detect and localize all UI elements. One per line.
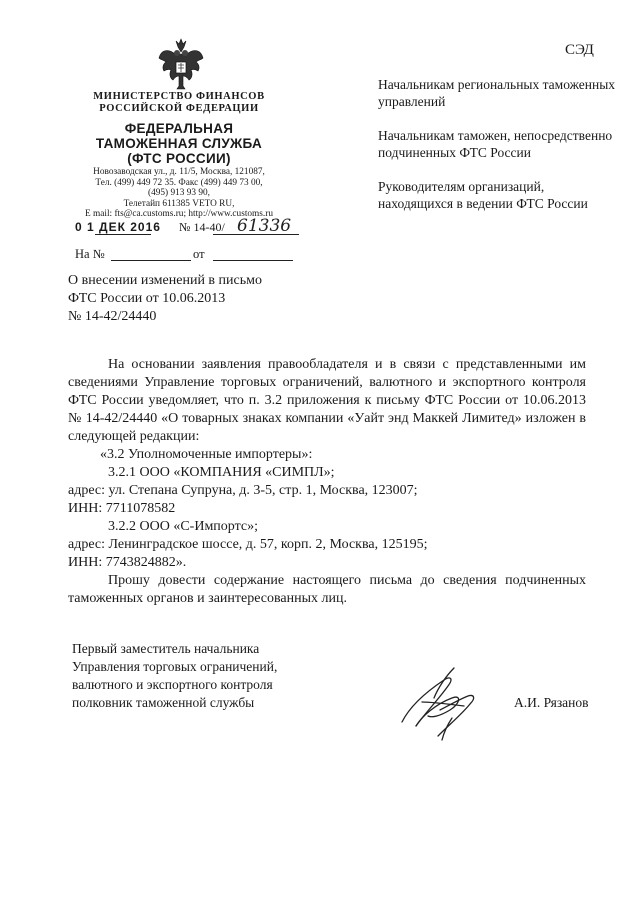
coat-of-arms-emblem-icon — [158, 38, 204, 90]
body-line: ИНН: 7743824882». — [68, 555, 187, 570]
body-line: 3.2.2 ООО «С-Импортс»; — [108, 519, 259, 534]
address-line: (495) 913 93 90, — [148, 188, 210, 199]
position-line: полковник таможенной службы — [72, 695, 255, 710]
ministry-name — [60, 91, 298, 115]
address-line: Телетайп 611385 VETO RU, — [123, 198, 235, 209]
subject-line: № 14-42/24440 — [68, 309, 157, 324]
body-line: ИНН: 7711078582 — [68, 501, 176, 516]
ministry-line: РОССИЙСКОЙ ФЕДЕРАЦИИ — [99, 103, 259, 114]
signatory-name: А.И. Рязанов — [514, 695, 589, 710]
recipient: Начальникам таможен, непосредственно подчиненных ФТС России — [378, 128, 613, 160]
letterhead-address — [60, 167, 298, 220]
subject-line: О внесении изменений в письмо — [68, 273, 262, 288]
date-number-row — [75, 218, 305, 238]
position-line: Управления торговых ограничений, — [72, 659, 278, 674]
handwritten-signature — [392, 662, 484, 744]
service-line: ФЕДЕРАЛЬНАЯ — [124, 121, 234, 136]
position-line: валютного и экспортного контроля — [72, 677, 273, 692]
address-line: E mail: fts@ca.customs.ru; http://www.customs.ru — [85, 209, 273, 220]
document-system-label: СЭД — [565, 42, 594, 58]
service-name — [60, 121, 298, 166]
ministry-line: МИНИСТЕРСТВО ФИНАНСОВ — [93, 91, 265, 102]
service-line: (ФТС РОССИИ) — [127, 151, 231, 166]
document-number-handwritten: 61336 — [237, 216, 292, 236]
signatory-position — [72, 640, 332, 712]
reference-number-line — [111, 260, 191, 261]
body-line: адрес: Ленинградское шоссе, д. 57, корп. 2, Москва, 125195; — [68, 537, 428, 552]
address-line: Новозаводская ул., д. 11/5, Москва, 121087, — [93, 167, 265, 177]
address-line: Тел. (499) 449 72 35. Факс (499) 449 73 00, — [95, 177, 263, 188]
reference-row — [75, 247, 305, 267]
subject-line: ФТС России от 10.06.2013 — [68, 291, 226, 306]
letter-body — [68, 356, 586, 608]
recipient: Руководителям организаций, находящихся в ведении ФТС России — [378, 179, 588, 211]
date-underline — [95, 234, 151, 235]
position-line: Первый заместитель начальника — [72, 641, 260, 656]
service-line: ТАМОЖЕННАЯ СЛУЖБА — [95, 136, 263, 151]
reference-date-label: от — [193, 247, 205, 261]
body-paragraph: Прошу довести содержание настоящего письма до сведения подчиненных таможенных органов и заинтересованных лиц. — [68, 573, 586, 606]
body-line: 3.2.1 ООО «КОМПАНИЯ «СИМПЛ»; — [108, 465, 335, 480]
letter-subject — [68, 272, 298, 326]
document-number-label: № 14-40/ — [179, 220, 225, 234]
body-line: «3.2 Уполномоченные импортеры»: — [100, 447, 313, 462]
document-date-stamp: 0 1 ДЕК 2016 — [75, 220, 161, 234]
recipients-block — [378, 76, 618, 229]
body-paragraph: На основании заявления правообладателя и в связи с представленными им сведениями Управление торговых ограничений, валютного и экспортного контроля ФТС России уведомляет, что п. 3.2 приложения к письму ФТС России от 10.06.2013 № 14-42/24440 «О товарных знаках компании «Уайт энд Маккей Лимитед» изложен в следующей редакции: — [68, 357, 586, 444]
reference-date-line — [213, 260, 293, 261]
body-line: адрес: ул. Степана Супруна, д. 3-5, стр. 1, Москва, 123007; — [68, 483, 418, 498]
recipient: Начальникам региональных таможенных управлений — [378, 77, 616, 109]
reference-number-label: На № — [75, 247, 105, 261]
